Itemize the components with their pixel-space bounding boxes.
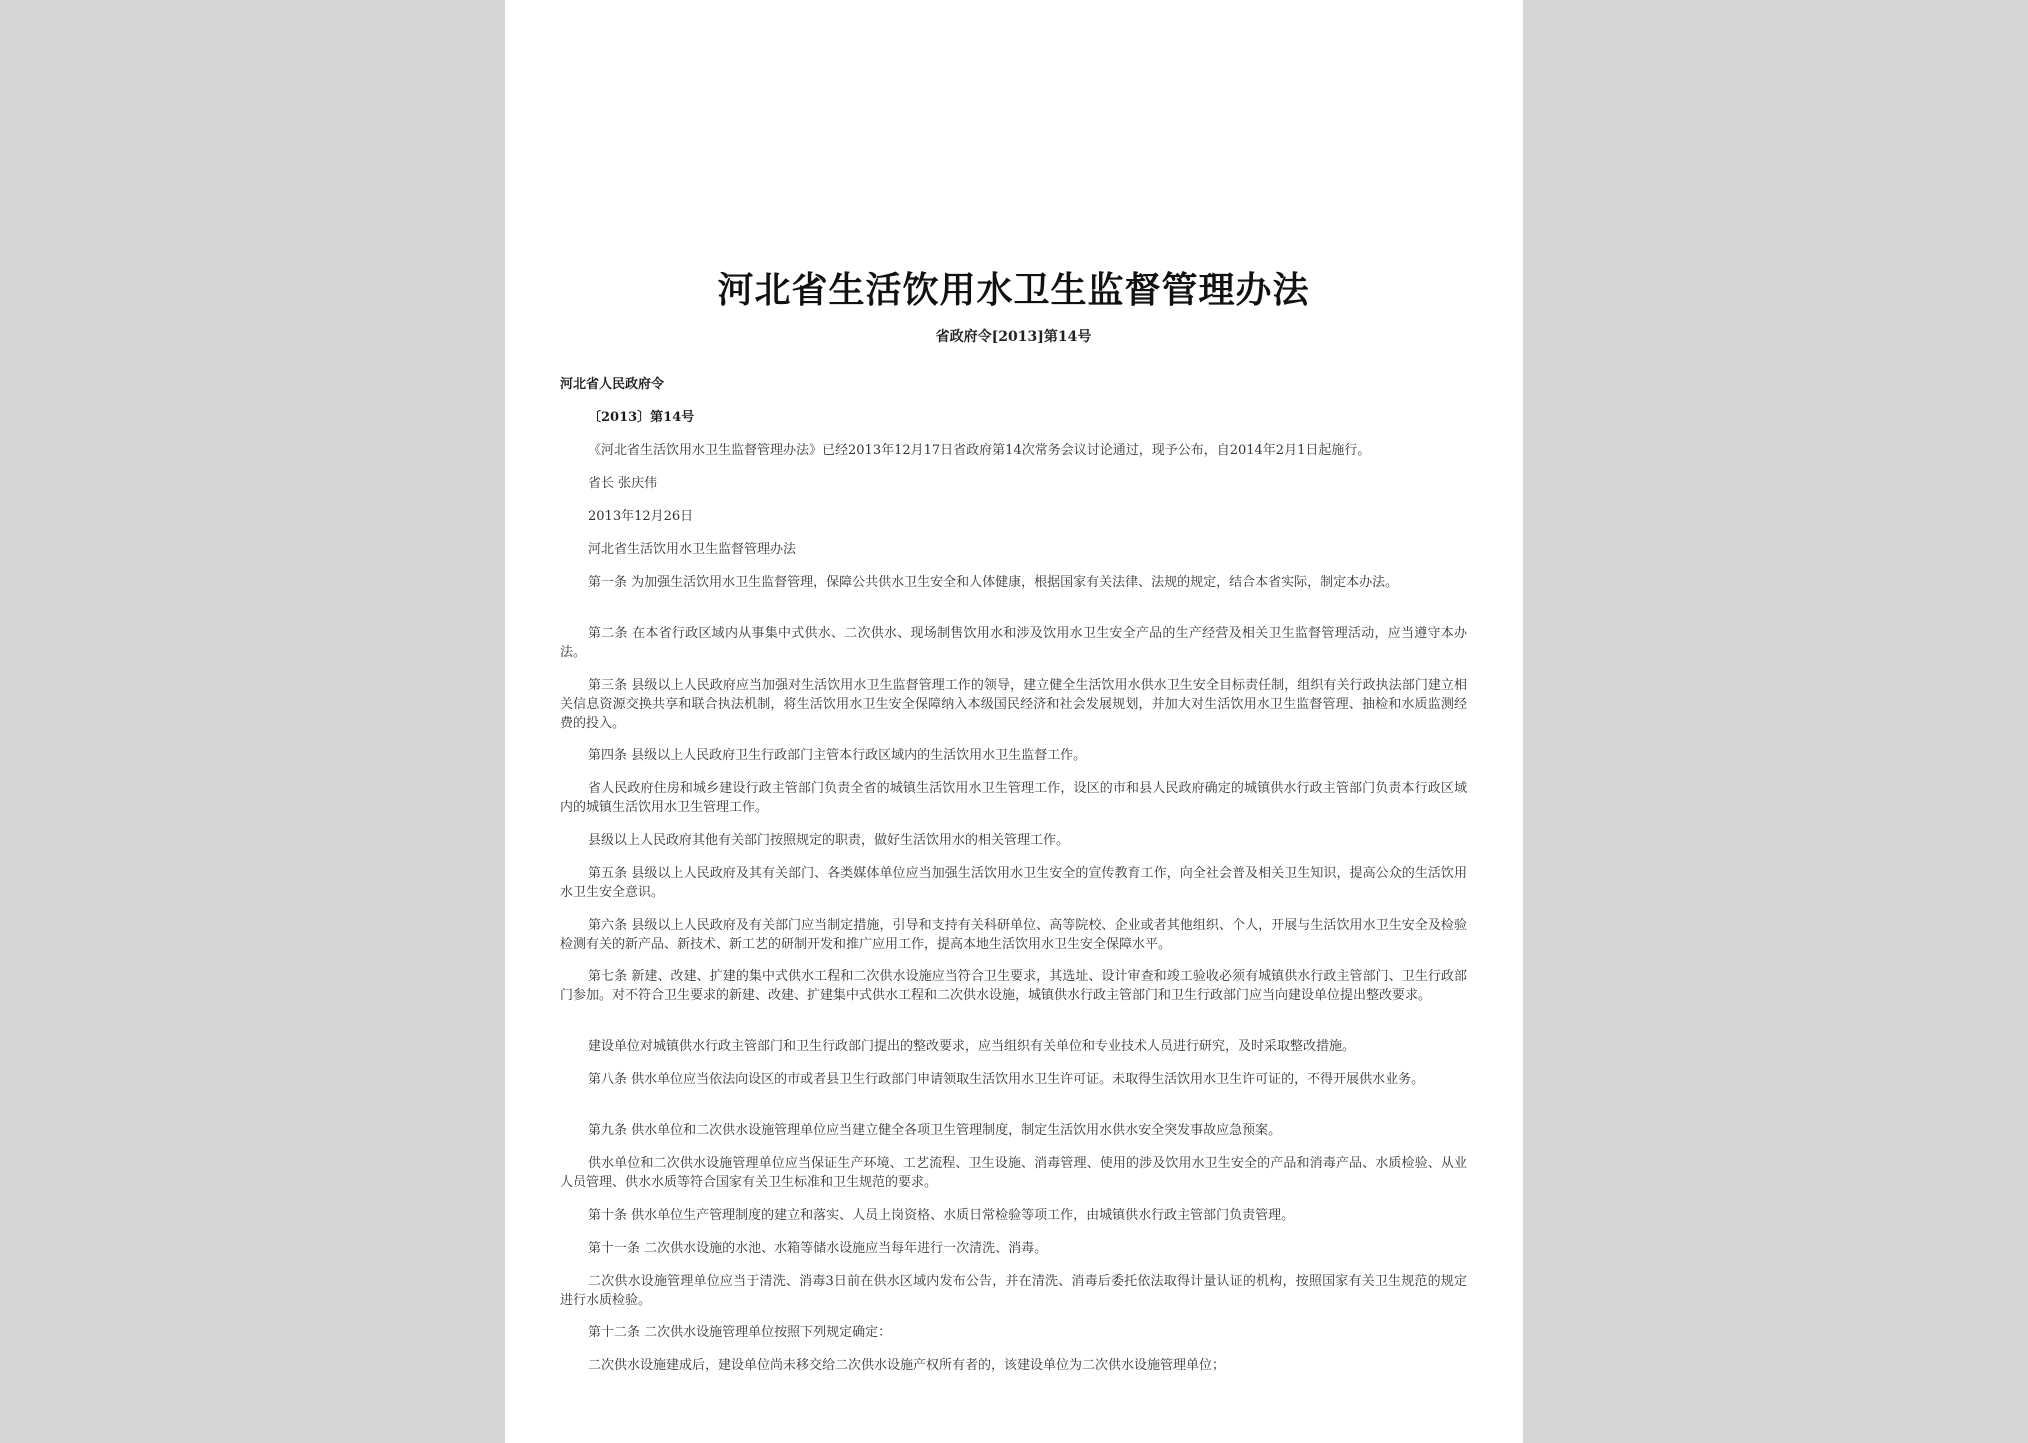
article-paragraph: 二次供水设施建成后，建设单位尚未移交给二次供水设施产权所有者的，该建设单位为二次供水设施管理单位； (588, 1358, 1226, 1373)
article-paragraph: 第八条 供水单位应当依法向设区的市或者县卫生行政部门申请领取生活饮用水卫生许可证。未取得生活饮用水卫生许可证的，不得开展供水业务。 (588, 1072, 1425, 1087)
article-paragraph: 建设单位对城镇供水行政主管部门和卫生行政部门提出的整改要求，应当组织有关单位和专业技术人员进行研究，及时采取整改措施。 (588, 1039, 1356, 1054)
article-paragraph: 第六条 县级以上人民政府及有关部门应当制定措施，引导和支持有关科研单位、高等院校、企业或者其他组织、个人，开展与生活饮用水卫生安全及检验检测有关的新产品、新技术、新工艺的研制开发和推广应用工作，提高本地生活饮用水卫生安全保障水平。 (560, 918, 1467, 952)
document-page (505, 0, 1523, 1443)
regulation-title-repeat: 河北省生活饮用水卫生监督管理办法 (588, 542, 797, 557)
article-paragraph: 第一条 为加强生活饮用水卫生监督管理，保障公共供水卫生安全和人体健康，根据国家有关法律、法规的规定，结合本省实际，制定本办法。 (588, 575, 1399, 590)
article-paragraph: 供水单位和二次供水设施管理单位应当保证生产环境、工艺流程、卫生设施、消毒管理、使用的涉及饮用水卫生安全的产品和消毒产品、水质检验、从业人员管理、供水水质等符合国家有关卫生标准和卫生规范的要求。 (560, 1156, 1467, 1190)
issuer-heading: 河北省人民政府令 (560, 377, 665, 392)
document-title: 河北省生活饮用水卫生监督管理办法 (717, 269, 1310, 311)
article-paragraph: 省人民政府住房和城乡建设行政主管部门负责全省的城镇生活饮用水卫生管理工作，设区的市和县人民政府确定的城镇供水行政主管部门负责本行政区域内的城镇生活饮用水卫生管理工作。 (560, 781, 1467, 815)
article-paragraph: 第十条 供水单位生产管理制度的建立和落实、人员上岗资格、水质日常检验等项工作，由城镇供水行政主管部门负责管理。 (588, 1208, 1295, 1223)
document-number: 省政府令[2013]第14号 (935, 329, 1092, 345)
article-paragraph: 第五条 县级以上人民政府及其有关部门、各类媒体单位应当加强生活饮用水卫生安全的宣传教育工作，向全社会普及相关卫生知识，提高公众的生活饮用水卫生安全意识。 (560, 866, 1467, 900)
article-paragraph: 第二条 在本省行政区域内从事集中式供水、二次供水、现场制售饮用水和涉及饮用水卫生安全产品的生产经营及相关卫生监督管理活动，应当遵守本办法。 (560, 626, 1467, 660)
article-paragraph: 第七条 新建、改建、扩建的集中式供水工程和二次供水设施应当符合卫生要求，其选址、设计审查和竣工验收必须有城镇供水行政主管部门、卫生行政部门参加。对不符合卫生要求的新建、改建、扩建集中式供水工程和二次供水设施，城镇供水行政主管部门和卫生行政部门应当向建设单位提出整改要求。 (560, 969, 1467, 1003)
signing-date: 2013年12月26日 (588, 509, 694, 524)
order-number: 〔2013〕第14号 (588, 410, 695, 425)
article-paragraph: 第十二条 二次供水设施管理单位按照下列规定确定： (588, 1325, 892, 1340)
article-paragraph: 县级以上人民政府其他有关部门按照规定的职责，做好生活饮用水的相关管理工作。 (588, 833, 1070, 848)
article-paragraph: 第九条 供水单位和二次供水设施管理单位应当建立健全各项卫生管理制度，制定生活饮用水供水安全突发事故应急预案。 (588, 1123, 1282, 1138)
article-paragraph: 第十一条 二次供水设施的水池、水箱等储水设施应当每年进行一次清洗、消毒。 (588, 1241, 1048, 1256)
article-paragraph: 第四条 县级以上人民政府卫生行政部门主管本行政区域内的生活饮用水卫生监督工作。 (588, 748, 1087, 763)
signatory: 省长 张庆伟 (588, 476, 658, 491)
article-paragraph: 二次供水设施管理单位应当于清洗、消毒3日前在供水区域内发布公告，并在清洗、消毒后委托依法取得计量认证的机构，按照国家有关卫生规范的规定进行水质检验。 (560, 1274, 1467, 1308)
promulgation-text: 《河北省生活饮用水卫生监督管理办法》已经2013年12月17日省政府第14次常务会议讨论通过，现予公布，自2014年2月1日起施行。 (588, 443, 1371, 458)
article-paragraph: 第三条 县级以上人民政府应当加强对生活饮用水卫生监督管理工作的领导，建立健全生活饮用水供水卫生安全目标责任制，组织有关行政执法部门建立相关信息资源交换共享和联合执法机制，将生活饮用水卫生安全保障纳入本级国民经济和社会发展规划，并加大对生活饮用水卫生监督管理、抽检和水质监测经费的投入。 (560, 678, 1467, 731)
